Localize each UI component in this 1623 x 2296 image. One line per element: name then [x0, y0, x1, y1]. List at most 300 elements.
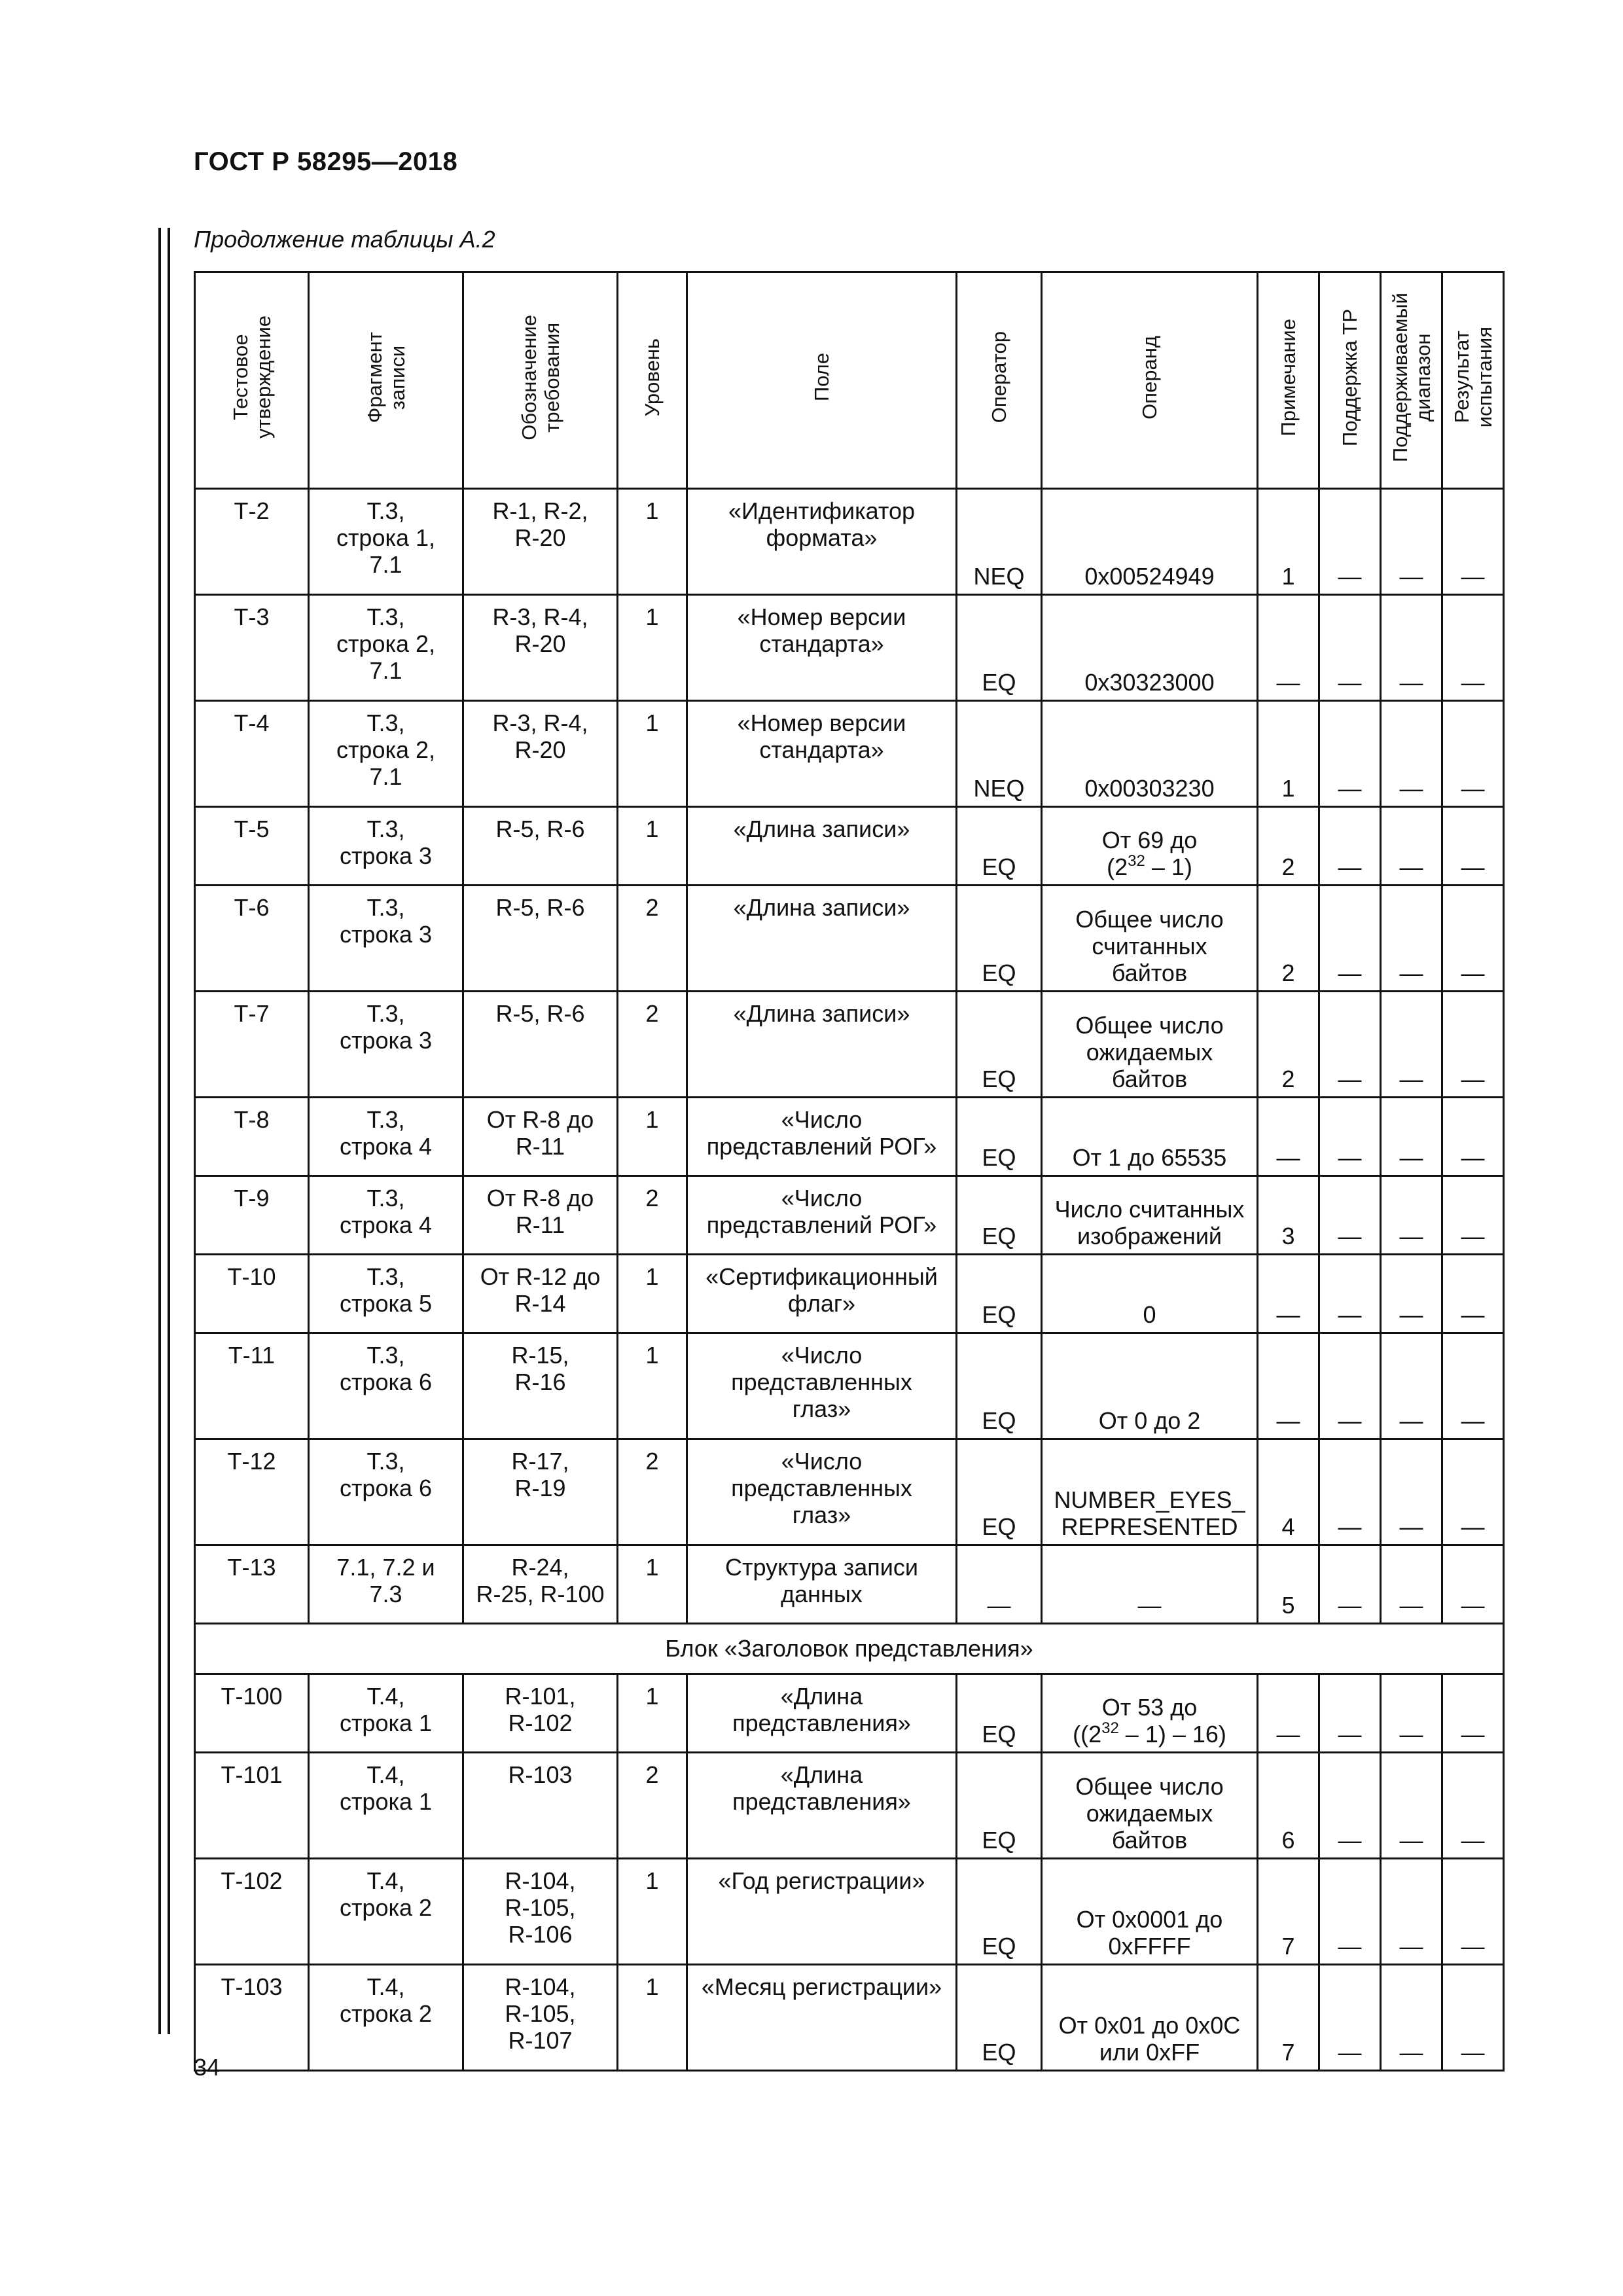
operand-cell — [1042, 1098, 1258, 1176]
cell-line: Т.3, — [366, 1263, 405, 1290]
cell-line: 7.3 — [369, 1581, 402, 1607]
cell-value: EQ — [982, 2039, 1016, 2066]
operand-tail: – 1) — [1145, 853, 1192, 880]
cell-line: байтов — [1111, 1827, 1188, 1854]
cell-line: От 0x0001 до — [1076, 1906, 1223, 1933]
cell-value: Т-12 — [227, 1448, 276, 1475]
test-assertion-cell — [195, 1674, 309, 1753]
cell-value: 1 — [645, 497, 659, 524]
test-result-cell — [1442, 992, 1504, 1098]
cell-line: «Длина записи» — [733, 1000, 910, 1027]
operator-cell — [957, 1753, 1042, 1859]
cell-value: Т-10 — [227, 1263, 276, 1290]
field-cell — [687, 807, 957, 886]
cell-line: формата» — [766, 524, 878, 551]
cell-line: флаг» — [787, 1290, 855, 1317]
table-row — [195, 992, 1504, 1098]
cell-line: Т.4, — [366, 1761, 405, 1788]
cell-value: — — [1338, 1721, 1362, 1748]
cell-value: 1 — [645, 1106, 659, 1133]
cell-line: R-3, R-4, — [492, 709, 588, 736]
column-header — [1381, 272, 1442, 489]
requirement-cell — [463, 1255, 618, 1333]
cell-value: Т-6 — [234, 894, 270, 921]
column-header — [1042, 272, 1258, 489]
operand-cell — [1042, 992, 1258, 1098]
field-cell — [687, 1859, 957, 1965]
note-cell — [1258, 1333, 1319, 1439]
cell-value: — — [1338, 775, 1362, 802]
cell-line: 0 — [1143, 1301, 1156, 1328]
field-cell — [687, 1255, 957, 1333]
cell-line: От R-8 до — [486, 1185, 594, 1211]
cell-value: 2 — [645, 894, 659, 921]
cell-line: От 0x01 до 0x0C — [1058, 2012, 1241, 2039]
column-header-line: записи — [385, 345, 409, 410]
note-cell — [1258, 1098, 1319, 1176]
cell-line: R-19 — [514, 1475, 566, 1501]
cell-value: — — [1399, 1721, 1423, 1748]
test-result-cell — [1442, 701, 1504, 807]
table-row — [195, 1859, 1504, 1965]
field-cell — [687, 1753, 957, 1859]
level-cell — [618, 992, 687, 1098]
tp-support-cell — [1319, 807, 1381, 886]
cell-value: 4 — [1281, 1513, 1295, 1540]
cell-line: Т.3, — [366, 894, 405, 921]
supported-range-cell — [1381, 1753, 1442, 1859]
note-cell — [1258, 807, 1319, 886]
cell-line: строка 5 — [339, 1290, 433, 1317]
cell-line: R-3, R-4, — [492, 603, 588, 630]
cell-value: — — [1338, 960, 1362, 986]
cell-line: R-17, — [511, 1448, 569, 1475]
cell-line: R-103 — [508, 1761, 573, 1788]
cell-line: Т.3, — [366, 1185, 405, 1211]
tp-support-cell — [1319, 992, 1381, 1098]
cell-line: стандарта» — [759, 630, 884, 657]
operand-exponent: 32 — [1101, 1719, 1119, 1737]
cell-line: R-25, R-100 — [476, 1581, 605, 1607]
operand-cell — [1042, 807, 1258, 886]
cell-value: — — [1338, 1301, 1362, 1328]
tp-support-cell — [1319, 1753, 1381, 1859]
test-result-cell — [1442, 886, 1504, 992]
tp-support-cell — [1319, 1439, 1381, 1545]
cell-line: R-5, R-6 — [495, 1000, 585, 1027]
note-cell — [1258, 1965, 1319, 2071]
tp-support-cell — [1319, 886, 1381, 992]
page-number: 34 — [194, 2054, 221, 2081]
section-row — [195, 1624, 1504, 1674]
column-header-line: испытания — [1472, 327, 1496, 428]
cell-line: «Месяц регистрации» — [701, 1973, 942, 2000]
table-row — [195, 807, 1504, 886]
level-cell — [618, 1965, 687, 2071]
cell-value: — — [1461, 1513, 1485, 1540]
test-assertion-cell — [195, 701, 309, 807]
cell-value: 1 — [645, 816, 659, 842]
cell-line: NUMBER_EYES_ — [1054, 1486, 1245, 1513]
column-header-line: Результат — [1450, 331, 1473, 423]
cell-value: — — [1399, 1933, 1423, 1960]
supported-range-cell — [1381, 1439, 1442, 1545]
tp-support-cell — [1319, 1545, 1381, 1624]
operator-cell — [957, 1965, 1042, 2071]
level-cell — [618, 1098, 687, 1176]
cell-line: строка 2 — [339, 1894, 433, 1921]
cell-line: представления» — [732, 1710, 911, 1736]
operator-cell — [957, 992, 1042, 1098]
operator-cell — [957, 1674, 1042, 1753]
field-cell — [687, 489, 957, 595]
cell-value: — — [1461, 1592, 1485, 1619]
operator-cell — [957, 1098, 1042, 1176]
cell-line: R-16 — [514, 1369, 566, 1395]
test-assertion-cell — [195, 1859, 309, 1965]
cell-value: — — [1338, 853, 1362, 880]
cell-value: 1 — [645, 709, 659, 736]
cell-line: От R-8 до — [486, 1106, 594, 1133]
cell-value: — — [1461, 1223, 1485, 1249]
test-result-cell — [1442, 1333, 1504, 1439]
record-fragment-cell — [309, 992, 463, 1098]
cell-line: R-20 — [514, 630, 566, 657]
cell-line: строка 4 — [339, 1211, 433, 1238]
table-row — [195, 595, 1504, 701]
table-row — [195, 1674, 1504, 1753]
test-result-cell — [1442, 1753, 1504, 1859]
cell-value: — — [1338, 1144, 1362, 1171]
operand-cell — [1042, 1674, 1258, 1753]
record-fragment-cell — [309, 1674, 463, 1753]
supported-range-cell — [1381, 595, 1442, 701]
cell-value: 2 — [1281, 1066, 1295, 1092]
cell-line: считанных — [1092, 933, 1207, 960]
operator-cell — [957, 1439, 1042, 1545]
level-cell — [618, 1439, 687, 1545]
cell-line: строка 1 — [339, 1710, 433, 1736]
cell-line: Т.4, — [366, 1867, 405, 1894]
supported-range-cell — [1381, 489, 1442, 595]
cell-line: Т.4, — [366, 1973, 405, 2000]
test-result-cell — [1442, 1545, 1504, 1624]
operator-cell — [957, 886, 1042, 992]
record-fragment-cell — [309, 1176, 463, 1255]
operand-cell — [1042, 489, 1258, 595]
test-result-cell — [1442, 1255, 1504, 1333]
supported-range-cell — [1381, 992, 1442, 1098]
operator-cell — [957, 1859, 1042, 1965]
table-row — [195, 1965, 1504, 2071]
cell-value: — — [1338, 1407, 1362, 1434]
cell-line: «Число — [781, 1106, 863, 1133]
level-cell — [618, 701, 687, 807]
tp-support-cell — [1319, 1859, 1381, 1965]
tp-support-cell — [1319, 1333, 1381, 1439]
operand-cell — [1042, 1333, 1258, 1439]
supported-range-cell — [1381, 1859, 1442, 1965]
cell-value: Т-100 — [221, 1683, 283, 1710]
cell-line — [1046, 853, 1253, 880]
cell-line: R-104, — [505, 1867, 576, 1894]
column-header — [618, 272, 687, 489]
cell-value: EQ — [982, 1301, 1016, 1328]
cell-line: строка 3 — [339, 921, 433, 948]
operator-cell — [957, 807, 1042, 886]
cell-value: EQ — [982, 1827, 1016, 1854]
level-cell — [618, 1674, 687, 1753]
cell-line: «Длина записи» — [733, 816, 910, 842]
test-assertion-cell — [195, 595, 309, 701]
column-header-line: Поддерживаемый — [1388, 292, 1412, 463]
test-assertion-cell — [195, 1753, 309, 1859]
column-header — [463, 272, 618, 489]
operand-cell — [1042, 1439, 1258, 1545]
note-cell — [1258, 1753, 1319, 1859]
operator-cell — [957, 1545, 1042, 1624]
cell-value: — — [1399, 853, 1423, 880]
cell-value: Т-103 — [221, 1973, 283, 2000]
cell-value: Т-11 — [228, 1342, 276, 1369]
cell-value: — — [1399, 960, 1423, 986]
supported-range-cell — [1381, 701, 1442, 807]
cell-line: строка 1 — [339, 1788, 433, 1815]
cell-line: R-11 — [515, 1133, 565, 1160]
operand-cell — [1042, 1176, 1258, 1255]
column-header — [309, 272, 463, 489]
cell-value: 1 — [645, 1263, 659, 1290]
cell-value: — — [1399, 2039, 1423, 2066]
cell-line: строка 1, — [336, 524, 436, 551]
cell-line: Общее число — [1075, 1773, 1224, 1800]
cell-value: — — [1338, 1066, 1362, 1092]
level-cell — [618, 1859, 687, 1965]
cell-value: 2 — [645, 1448, 659, 1475]
cell-line: представленных — [731, 1369, 912, 1395]
record-fragment-cell — [309, 1439, 463, 1545]
cell-value: — — [1276, 1144, 1300, 1171]
note-cell — [1258, 595, 1319, 701]
cell-line: От 1 до 65535 — [1072, 1144, 1227, 1171]
test-assertion-cell — [195, 1098, 309, 1176]
cell-line: строка 2 — [339, 2000, 433, 2027]
field-cell — [687, 1439, 957, 1545]
tp-support-cell — [1319, 595, 1381, 701]
test-result-cell — [1442, 1674, 1504, 1753]
cell-line: R-5, R-6 — [495, 816, 585, 842]
column-header-line: диапазон — [1411, 333, 1435, 422]
cell-value: 1 — [1281, 775, 1295, 802]
cell-value: 2 — [1281, 960, 1295, 986]
cell-line: Т.3, — [366, 1106, 405, 1133]
cell-line: 0x00524949 — [1084, 563, 1215, 590]
cell-line: «Число — [781, 1185, 863, 1211]
cell-value: — — [1399, 1827, 1423, 1854]
operand-tail: – 1) – 16) — [1118, 1721, 1226, 1748]
cell-line: строка 3 — [339, 1027, 433, 1054]
cell-value: — — [1461, 775, 1485, 802]
cell-line: Т.3, — [366, 816, 405, 842]
supported-range-cell — [1381, 1965, 1442, 2071]
cell-value: Т-8 — [234, 1106, 270, 1133]
cell-value: — — [1399, 1223, 1423, 1249]
cell-value: 1 — [645, 1342, 659, 1369]
column-header-line: Фрагмент — [363, 331, 386, 423]
cell-line: R-15, — [511, 1342, 569, 1369]
cell-line: «Число — [781, 1448, 863, 1475]
cell-line: 0x30323000 — [1084, 669, 1215, 696]
note-cell — [1258, 886, 1319, 992]
cell-value: — — [1461, 1144, 1485, 1171]
table-row — [195, 886, 1504, 992]
operator-cell — [957, 701, 1042, 807]
operand-base: ((2 — [1073, 1721, 1102, 1748]
field-cell — [687, 1333, 957, 1439]
requirement-cell — [463, 1965, 618, 2071]
table-row — [195, 1098, 1504, 1176]
cell-value: — — [1461, 1827, 1485, 1854]
cell-value: EQ — [982, 1933, 1016, 1960]
operator-cell — [957, 1176, 1042, 1255]
operand-cell — [1042, 886, 1258, 992]
requirement-cell — [463, 886, 618, 992]
tp-support-cell — [1319, 489, 1381, 595]
cell-value: Т-13 — [227, 1554, 276, 1581]
cell-line: R-1, R-2, — [492, 497, 588, 524]
cell-line: От 69 до — [1101, 827, 1198, 853]
cell-value: — — [1399, 1592, 1423, 1619]
cell-line: «Длина записи» — [733, 894, 910, 921]
test-assertion-cell — [195, 1545, 309, 1624]
cell-value: Т-7 — [234, 1000, 270, 1027]
field-cell — [687, 1965, 957, 2071]
supported-range-cell — [1381, 886, 1442, 992]
supported-range-cell — [1381, 1545, 1442, 1624]
cell-value: — — [1399, 775, 1423, 802]
operand-cell — [1042, 1859, 1258, 1965]
column-header-line: Поле — [810, 353, 833, 402]
cell-line: строка 3 — [339, 842, 433, 869]
cell-value: — — [1276, 1301, 1300, 1328]
cell-value: 7 — [1281, 2039, 1295, 2066]
level-cell — [618, 1753, 687, 1859]
cell-line: R-101, — [505, 1683, 576, 1710]
column-header — [687, 272, 957, 489]
requirement-cell — [463, 595, 618, 701]
level-cell — [618, 1333, 687, 1439]
cell-line: «Длина — [780, 1683, 863, 1710]
cell-value: EQ — [982, 853, 1016, 880]
record-fragment-cell — [309, 1859, 463, 1965]
cell-value: — — [1461, 1407, 1485, 1434]
cell-line: Т.3, — [366, 1000, 405, 1027]
cell-line: 0x00303230 — [1084, 775, 1215, 802]
cell-line: От 53 до — [1101, 1694, 1198, 1721]
requirement-cell — [463, 1753, 618, 1859]
operator-cell — [957, 489, 1042, 595]
level-cell — [618, 807, 687, 886]
cell-value: EQ — [982, 1407, 1016, 1434]
cell-line: глаз» — [792, 1395, 851, 1422]
table-row — [195, 1255, 1504, 1333]
cell-line: R-20 — [514, 524, 566, 551]
cell-value: EQ — [982, 960, 1016, 986]
cell-value: — — [1338, 563, 1362, 590]
cell-line: Т.3, — [366, 603, 405, 630]
cell-line: «Сертификационный — [705, 1263, 938, 1290]
cell-line: «Идентификатор — [728, 497, 916, 524]
cell-value: — — [1338, 1592, 1362, 1619]
cell-line: строка 4 — [339, 1133, 433, 1160]
cell-value: — — [1399, 1066, 1423, 1092]
cell-value: Т-102 — [221, 1867, 283, 1894]
tp-support-cell — [1319, 1176, 1381, 1255]
cell-value: — — [1461, 2039, 1485, 2066]
column-header — [1258, 272, 1319, 489]
requirement-cell — [463, 1674, 618, 1753]
cell-line: Общее число — [1075, 906, 1224, 933]
cell-line: R-11 — [515, 1211, 565, 1238]
cell-value: — — [1461, 1933, 1485, 1960]
operand-base: (2 — [1107, 853, 1128, 880]
cell-line: «Номер версии — [737, 709, 906, 736]
record-fragment-cell — [309, 595, 463, 701]
cell-value: — — [1338, 1933, 1362, 1960]
cell-value: 6 — [1281, 1827, 1295, 1854]
record-fragment-cell — [309, 1333, 463, 1439]
supported-range-cell — [1381, 1176, 1442, 1255]
cell-value: 1 — [645, 1683, 659, 1710]
cell-line: строка 6 — [339, 1475, 433, 1501]
cell-line: «Число — [781, 1342, 863, 1369]
cell-value: — — [1276, 1407, 1300, 1434]
table-row — [195, 1753, 1504, 1859]
cell-line: R-107 — [508, 2027, 573, 2054]
level-cell — [618, 1255, 687, 1333]
cell-line: R-105, — [505, 2000, 576, 2027]
operand-cell — [1042, 1545, 1258, 1624]
cell-line: 0xFFFF — [1108, 1933, 1191, 1960]
tp-support-cell — [1319, 1255, 1381, 1333]
record-fragment-cell — [309, 489, 463, 595]
cell-value: 1 — [645, 1554, 659, 1581]
cell-line: строка 6 — [339, 1369, 433, 1395]
cell-value: — — [1276, 1721, 1300, 1748]
cell-value: 2 — [645, 1761, 659, 1788]
requirement-cell — [463, 807, 618, 886]
cell-line: 7.1 — [369, 657, 402, 684]
cell-line: представлений РОГ» — [706, 1133, 937, 1160]
supported-range-cell — [1381, 807, 1442, 886]
requirement-cell — [463, 1859, 618, 1965]
cell-line: Т.3, — [366, 1342, 405, 1369]
cell-line: Число считанных — [1054, 1196, 1245, 1223]
cell-value: EQ — [982, 1144, 1016, 1171]
cell-value: 3 — [1281, 1223, 1295, 1249]
table-row — [195, 701, 1504, 807]
test-result-cell — [1442, 1098, 1504, 1176]
level-cell — [618, 489, 687, 595]
cell-line: R-20 — [514, 736, 566, 763]
cell-line: строка 2, — [336, 630, 436, 657]
table-row — [195, 489, 1504, 595]
column-header-line: Оператор — [988, 331, 1010, 423]
record-fragment-cell — [309, 1098, 463, 1176]
cell-value: Т-3 — [234, 603, 270, 630]
cell-line: R-5, R-6 — [495, 894, 585, 921]
tp-support-cell — [1319, 1674, 1381, 1753]
